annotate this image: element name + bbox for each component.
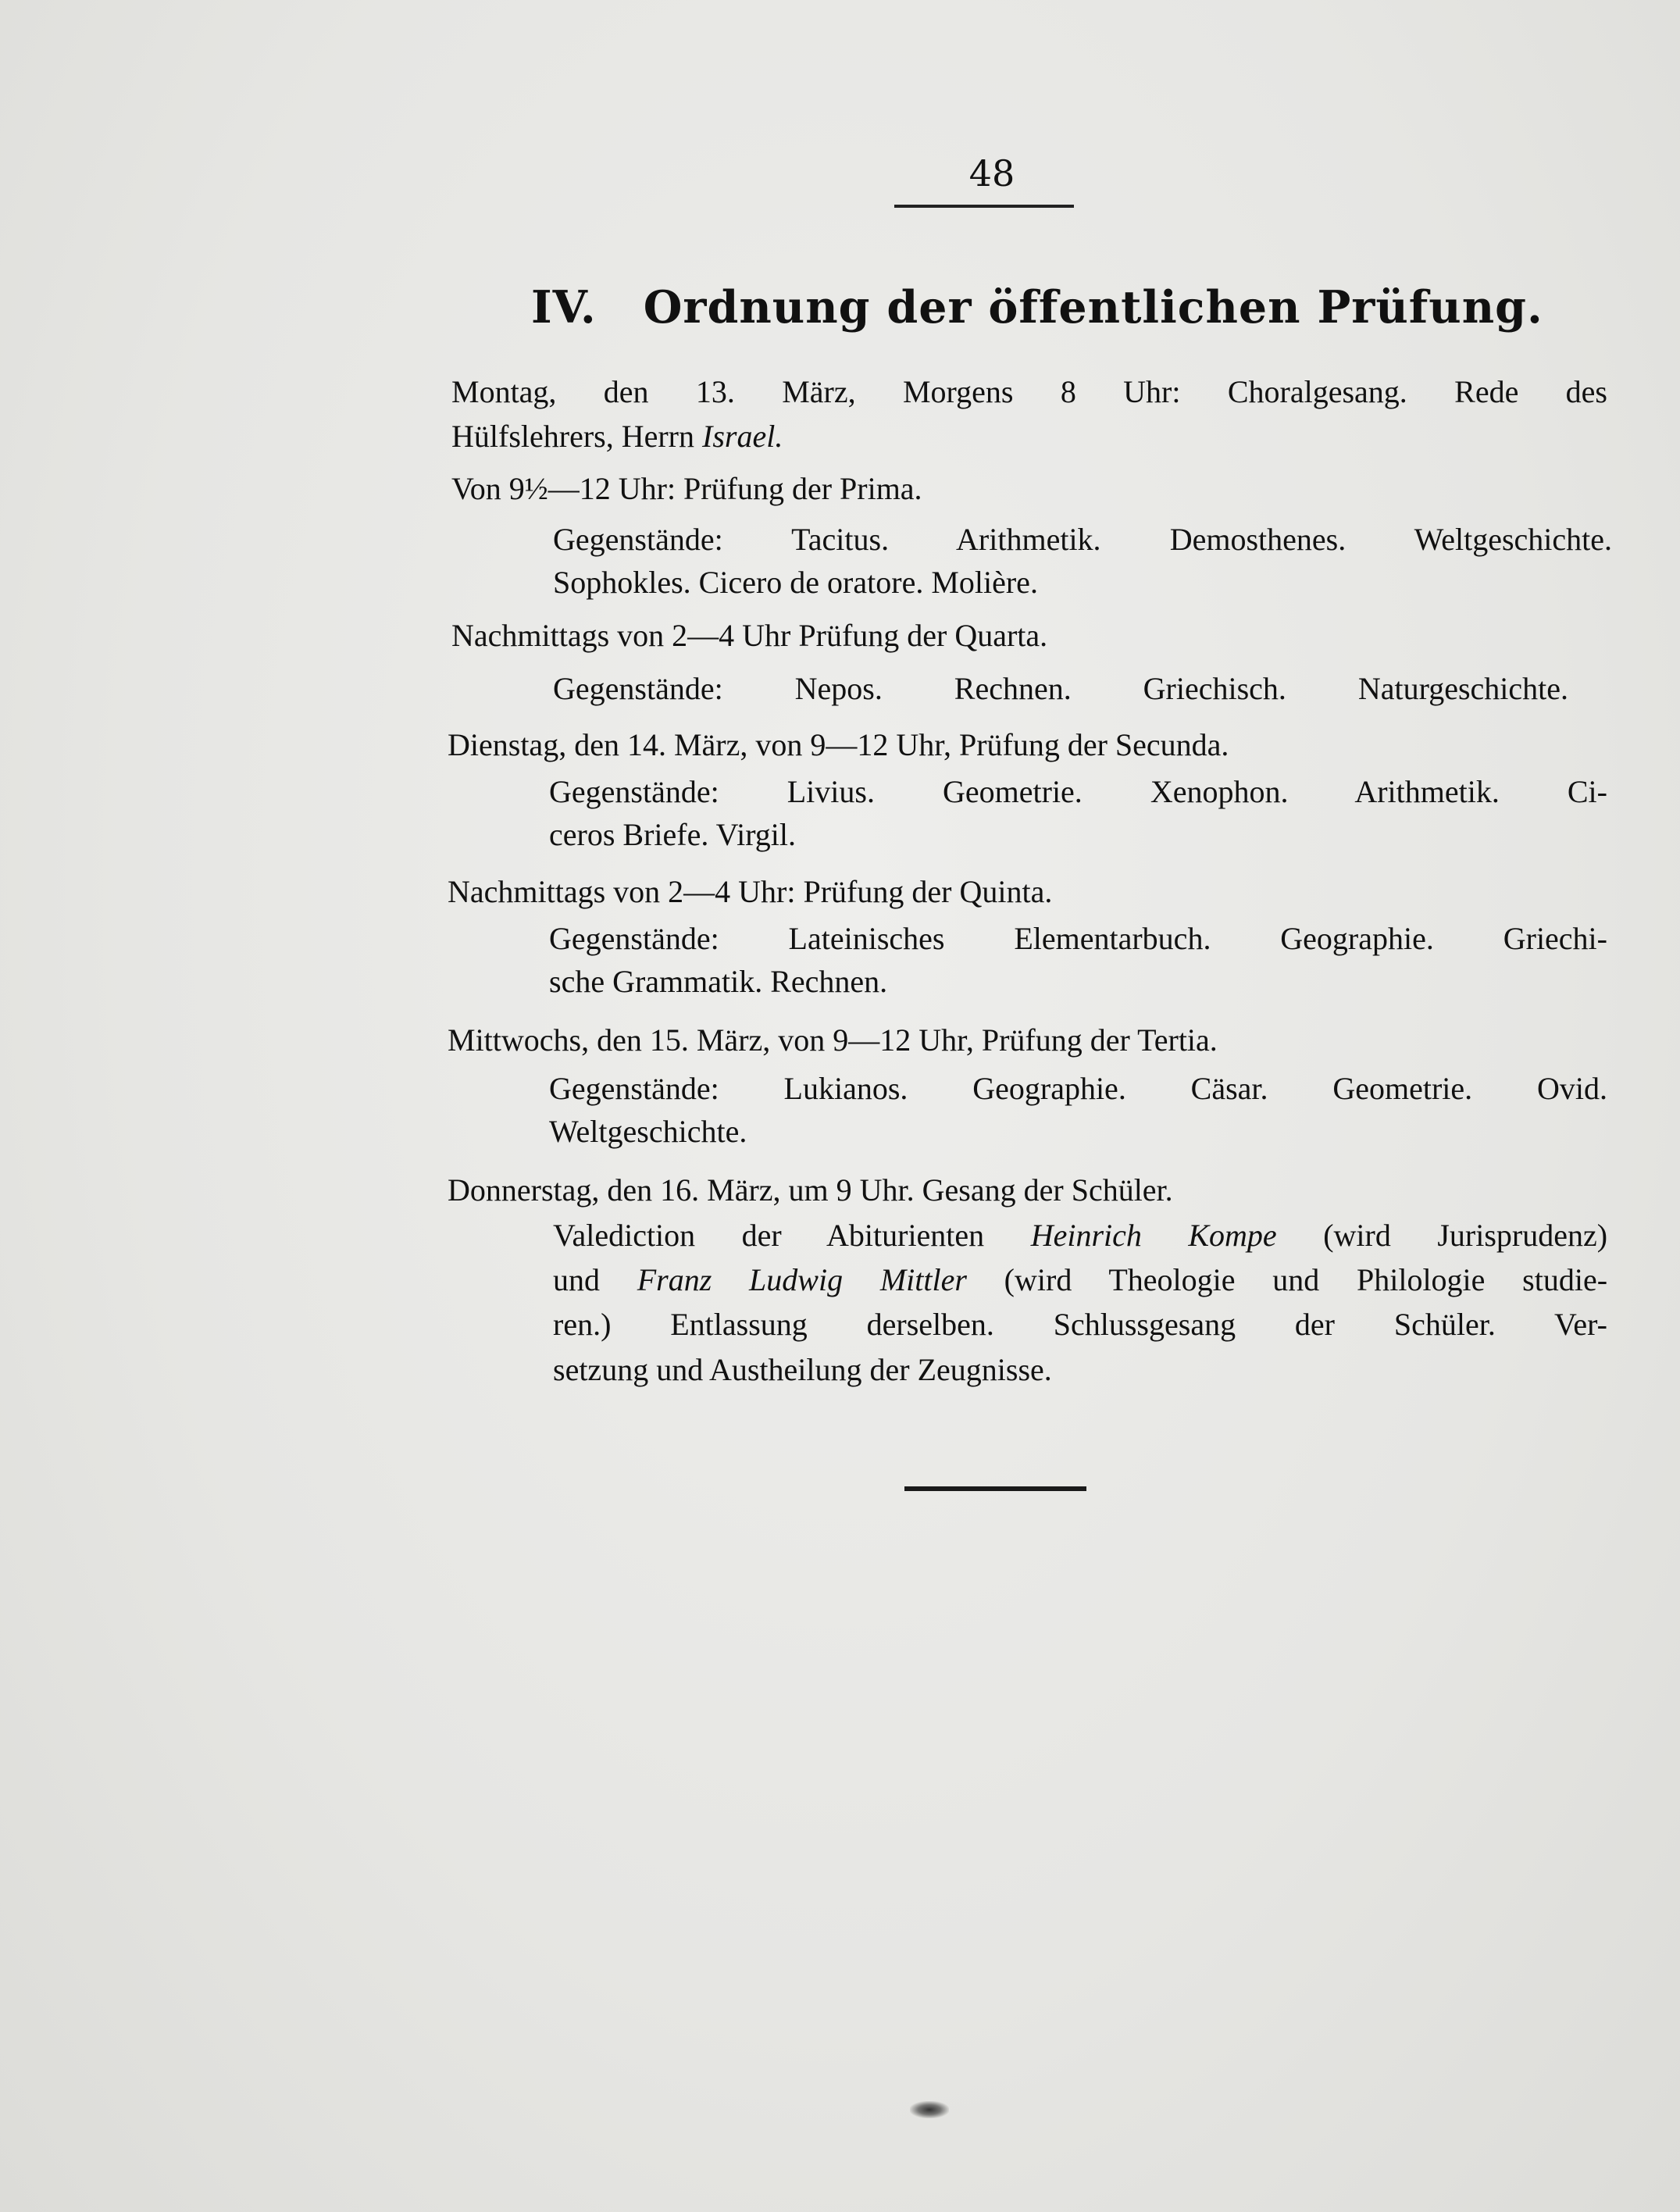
text-line: Von 9½—12 Uhr: Prüfung der Prima.	[451, 471, 922, 506]
text-line: Dienstag, den 14. März, von 9—12 Uhr, Prüfung der Secunda.	[448, 727, 1229, 762]
text-line: Nachmittags von 2—4 Uhr: Prüfung der Quinta.	[448, 874, 1053, 909]
text-line: Mittwochs, den 15. März, von 9—12 Uhr, Prüfung der Tertia.	[448, 1022, 1218, 1058]
text-line: Sophokles. Cicero de oratore. Molière.	[553, 565, 1038, 600]
text-line: sche Grammatik. Rechnen.	[549, 964, 888, 999]
section-numeral: IV.	[531, 281, 597, 334]
text-line: Montag, den 13. März, Morgens 8 Uhr: Choralgesang. Rede des	[451, 374, 1607, 409]
text-line: Hülfslehrers, Herrn Israel.	[451, 419, 783, 454]
name-franz-ludwig-mittler: Franz Ludwig Mittler	[637, 1262, 967, 1297]
top-rule	[894, 205, 1074, 208]
text-line: ceros Briefe. Virgil.	[549, 817, 797, 852]
ink-smudge	[910, 2101, 949, 2118]
text-line: Nachmittags von 2—4 Uhr Prüfung der Quarta.	[451, 618, 1048, 653]
page-number: 48	[968, 152, 1015, 194]
section-title: Ordnung der öffentlichen Prüfung.	[643, 281, 1543, 334]
section-heading	[531, 281, 1543, 334]
text-line: Weltgeschichte.	[549, 1114, 747, 1149]
name-israel: Israel.	[702, 419, 783, 454]
bottom-rule	[904, 1486, 1086, 1491]
text-line: Gegenstände: Lateinisches Elementarbuch. Geographie. Griechi-	[549, 921, 1607, 956]
text-line: ren.) Entlassung derselben. Schlussgesang der Schüler. Ver-	[553, 1307, 1607, 1342]
text-line: Donnerstag, den 16. März, um 9 Uhr. Gesang der Schüler.	[448, 1172, 1173, 1208]
text-line: Valediction der Abiturienten Heinrich Kompe (wird Jurisprudenz)	[553, 1218, 1608, 1253]
text-line: setzung und Austheilung der Zeugnisse.	[553, 1352, 1052, 1387]
text-line: Gegenstände: Livius. Geometrie. Xenophon. Arithmetik. Ci-	[549, 774, 1607, 809]
text-line: und Franz Ludwig Mittler (wird Theologie und Philologie studie-	[553, 1262, 1608, 1297]
text-line: Gegenstände: Tacitus. Arithmetik. Demosthenes. Weltgeschichte.	[553, 522, 1612, 557]
text-line: Gegenstände: Lukianos. Geographie. Cäsar. Geometrie. Ovid.	[549, 1071, 1607, 1106]
text-line: Gegenstände: Nepos. Rechnen. Griechisch. Naturgeschichte.	[553, 671, 1568, 706]
name-heinrich-kompe: Heinrich Kompe	[1030, 1218, 1277, 1253]
